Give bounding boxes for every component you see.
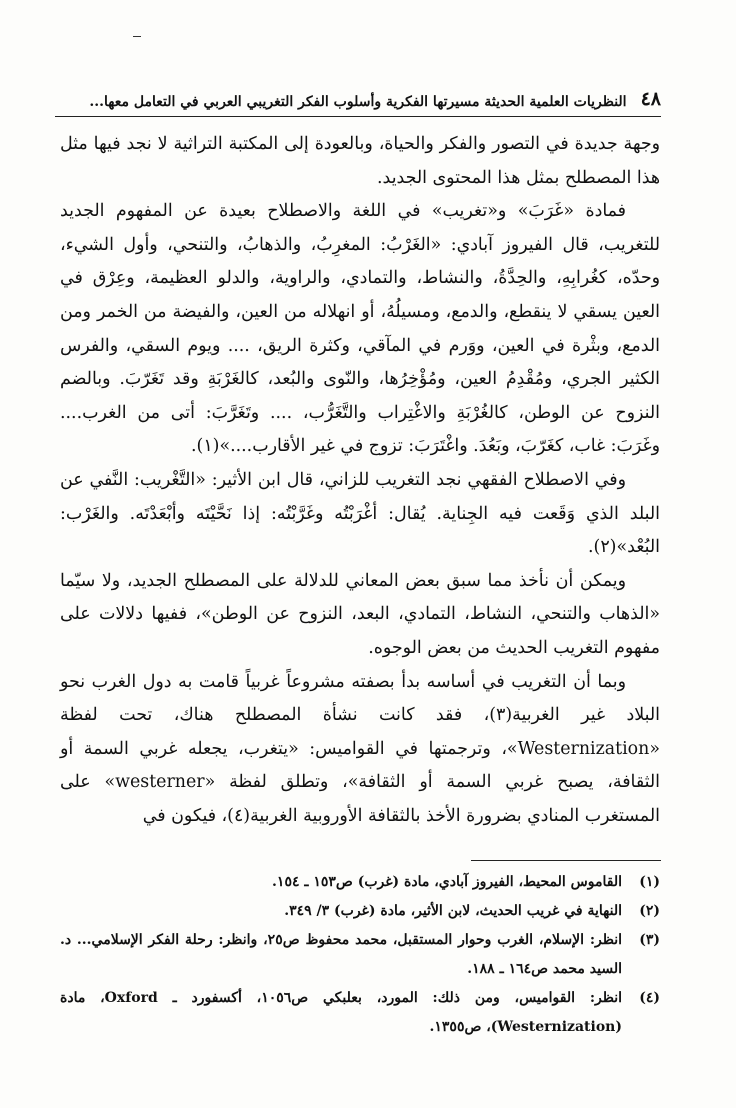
paragraph: وجهة جديدة في التصور والفكر والحياة، وبالعودة إلى المكتبة التراثية لا نجد فيها مثل هذا المصطلح بمثل هذا المحتوى الجديد. (60, 134, 660, 188)
footnote (60, 984, 660, 1042)
footnote (60, 868, 660, 897)
footnote (60, 897, 660, 926)
scan-mark (133, 36, 141, 37)
footnote (60, 926, 660, 984)
paragraph: ويمكن أن نأخذ مما سبق بعض المعاني للدلالة على المصطلح الجديد، ولا سيّما «الذهاب والتنحي، النشاط، التمادي، البعد، النزوح عن الوطن»، ففيها دلالات على مفهوم التغريب الحديث من بعض الوجوه. (60, 570, 660, 658)
page-number: ٤٨ (640, 88, 661, 110)
footnote-text: انظر: الإسلام، الغرب وحوار المستقبل، محمد محفوظ ص٢٥، وانظر: رحلة الفكر الإسلامي... د. السيد محمد ص١٦٤ ـ ١٨٨. (60, 932, 622, 977)
footnote-text: القاموس المحيط، الفيروز آبادي، مادة (غرب) ص١٥٣ ـ ١٥٤. (272, 874, 622, 890)
paragraph: وفي الاصطلاح الفقهي نجد التغريب للزاني، قال ابن الأثير: «التَّغْريب: النَّفي عن البلد الذي وَقَعت فيه الجِناية. يُقال: أغْرَبْتُه وغَرَّبْتُه: إذا نَحَّيْتَه وأبْعَدْتَه. والغَرْب: البُعْد»(٢). (60, 469, 660, 558)
paragraph: وبما أن التغريب في أساسه بدأ بصفته مشروعاً غربياً قامت به دول الغرب نحو البلاد غير الغربية(٣)، فقد كانت نشأة المصطلح هناك، تحت لفظة «Westernization»، وترجمتها في القواميس: «يتغرب، يجعله غربي السمة أو الثقافة، يصبح غربي السمة أو الثقافة»، وتطلق لفظة «westerner» على المستغرب المنادي بضرورة الأخذ بالثقافة الأوروبية الغربية(٤)، فيكون في (60, 671, 661, 826)
footnote-number: (٣) (639, 932, 660, 948)
body-text (60, 128, 660, 833)
footnote-divider (471, 860, 661, 861)
footnote-number: (٢) (639, 903, 660, 919)
paragraph: فمادة «غَرَبَ» و«تغريب» في اللغة والاصطلاح بعيدة عن المفهوم الجديد للتغريب، قال الفيروز آبادي: «الغَرْبُ: المغرِبُ، والذهابُ، والتنحي، وأول الشيء، وحدّه، كغُرابِهِ، والحِدَّةُ، والنشاط، والتمادي، والراوية، والدلو العظيمة، وعِرْق في العين يسقي لا ينقطع، والدمع، ومسيلُهُ، أو انهلاله من العين، والفيضة من الخمر ومن الدمع، وبثْرة في العين، ووَرم في المآقي، وكثرة الريق، .... ويوم السقي، والفرس الكثير الجري، ومُقْدِمُ العين، ومُؤْخِرُها، والنّوى والبُعد، كالغَرْبَةِ وقد تَغَرّبَ. وبالضم النزوح عن الوطن، كالغُرْبَةِ والاغْتِراب والتَّغَرُّب، .... وتَغَرَّبَ: أتى من الغرب.... وغَرَبَ: غاب، كغَرّبَ، وبَعُدَ. واغْتَرَبَ: تزوج في غير الأقارب....»(١). (60, 201, 660, 457)
running-title: النظريات العلمية الحديثة مسيرتها الفكرية وأسلوب الفكر التغريبي العربي في التعامل معها... (89, 94, 627, 110)
page-header (55, 88, 661, 117)
footnote-number: (٤) (639, 990, 660, 1006)
footnote-text: انظر: القواميس، ومن ذلك: المورد، بعلبكي ص١٠٥٦، أكسفورد ـ Oxford، مادة (Westernization)، ص١٣٥٥. (60, 990, 622, 1035)
footnotes (60, 868, 660, 1042)
footnote-number: (١) (639, 874, 660, 890)
footnote-text: النهاية في غريب الحديث، لابن الأثير، مادة (غرب) ٣/ ٣٤٩. (284, 903, 622, 919)
